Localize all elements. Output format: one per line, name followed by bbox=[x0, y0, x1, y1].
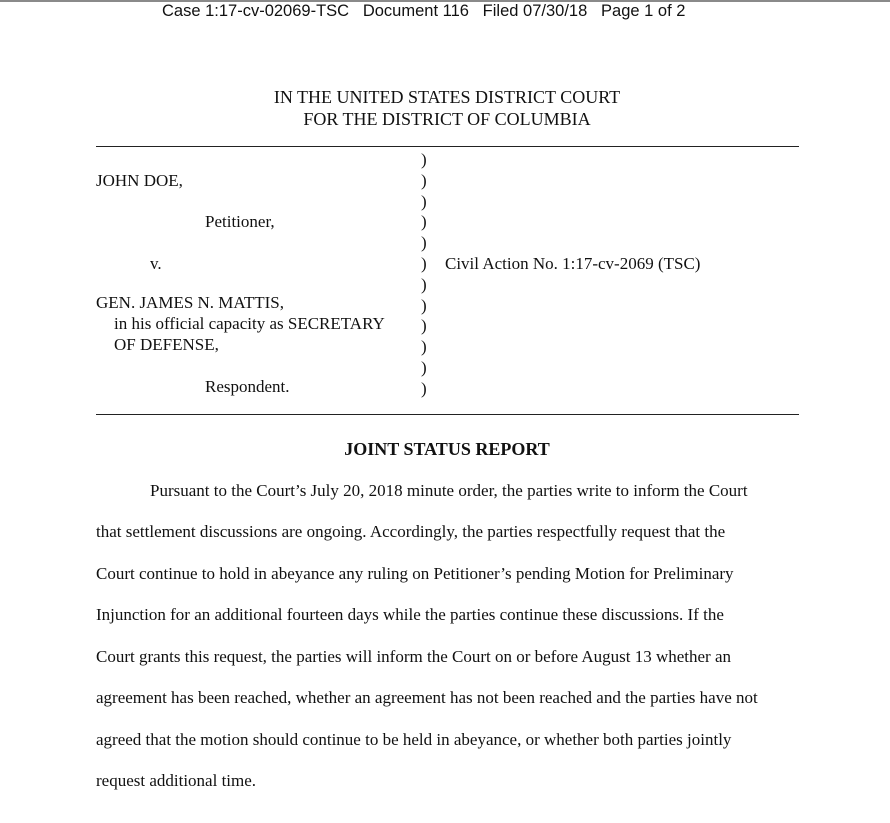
report-body-line-8: request additional time. bbox=[96, 771, 257, 790]
caption-parenthesis: ) bbox=[421, 378, 427, 398]
report-body-line-6: agreement has been reached, whether an agreement has not been reached and the parties have not bbox=[96, 688, 758, 707]
report-body-line-1: Pursuant to the Court’s July 20, 2018 minute order, the parties write to inform the Court bbox=[150, 481, 748, 500]
caption-parenthesis: ) bbox=[421, 212, 427, 232]
report-body-line-3: Court continue to hold in abeyance any ruling on Petitioner’s pending Motion for Preliminary bbox=[96, 564, 734, 583]
caption-parenthesis: ) bbox=[421, 316, 427, 336]
respondent-role: Respondent. bbox=[205, 377, 290, 396]
respondent-office: OF DEFENSE, bbox=[114, 335, 219, 354]
caption-parenthesis: ) bbox=[421, 295, 427, 315]
report-body-line-2: that settlement discussions are ongoing. Accordingly, the parties respectfully request that the bbox=[96, 522, 726, 541]
versus-label: v. bbox=[150, 254, 162, 273]
respondent-capacity: in his official capacity as SECRETARY bbox=[114, 314, 385, 333]
report-body-line-5: Court grants this request, the parties will inform the Court on or before August 13 whether an bbox=[96, 647, 732, 666]
caption-top-rule bbox=[96, 146, 799, 147]
court-name-line-2: FOR THE DISTRICT OF COLUMBIA bbox=[303, 109, 591, 129]
caption-parenthesis: ) bbox=[421, 274, 427, 294]
caption-parenthesis: ) bbox=[421, 357, 427, 377]
caption-parenthesis: ) bbox=[421, 337, 427, 357]
civil-action-number: Civil Action No. 1:17-cv-2069 (TSC) bbox=[445, 254, 701, 273]
caption-parenthesis-column bbox=[421, 150, 433, 400]
respondent-name: GEN. JAMES N. MATTIS, bbox=[96, 293, 284, 312]
court-name-line-1: IN THE UNITED STATES DISTRICT COURT bbox=[273, 87, 621, 107]
caption-parenthesis: ) bbox=[421, 170, 427, 190]
report-title: JOINT STATUS REPORT bbox=[344, 439, 550, 459]
petitioner-role: Petitioner, bbox=[205, 212, 275, 231]
caption-parenthesis: ) bbox=[421, 253, 427, 273]
report-body-line-7: agreed that the motion should continue to be held in abeyance, or whether both parties jointly bbox=[96, 730, 732, 749]
petitioner-name: JOHN DOE, bbox=[96, 171, 183, 190]
caption-parenthesis: ) bbox=[421, 233, 427, 253]
caption-parenthesis: ) bbox=[421, 150, 427, 169]
filing-header-stamp: Case 1:17-cv-02069-TSC Document 116 Filed 07/30/18 Page 1 of 2 bbox=[162, 2, 686, 20]
caption-bottom-rule bbox=[96, 414, 799, 415]
caption-parenthesis: ) bbox=[421, 191, 427, 211]
report-body-line-4: Injunction for an additional fourteen days while the parties continue these discussions. If the bbox=[96, 605, 724, 624]
